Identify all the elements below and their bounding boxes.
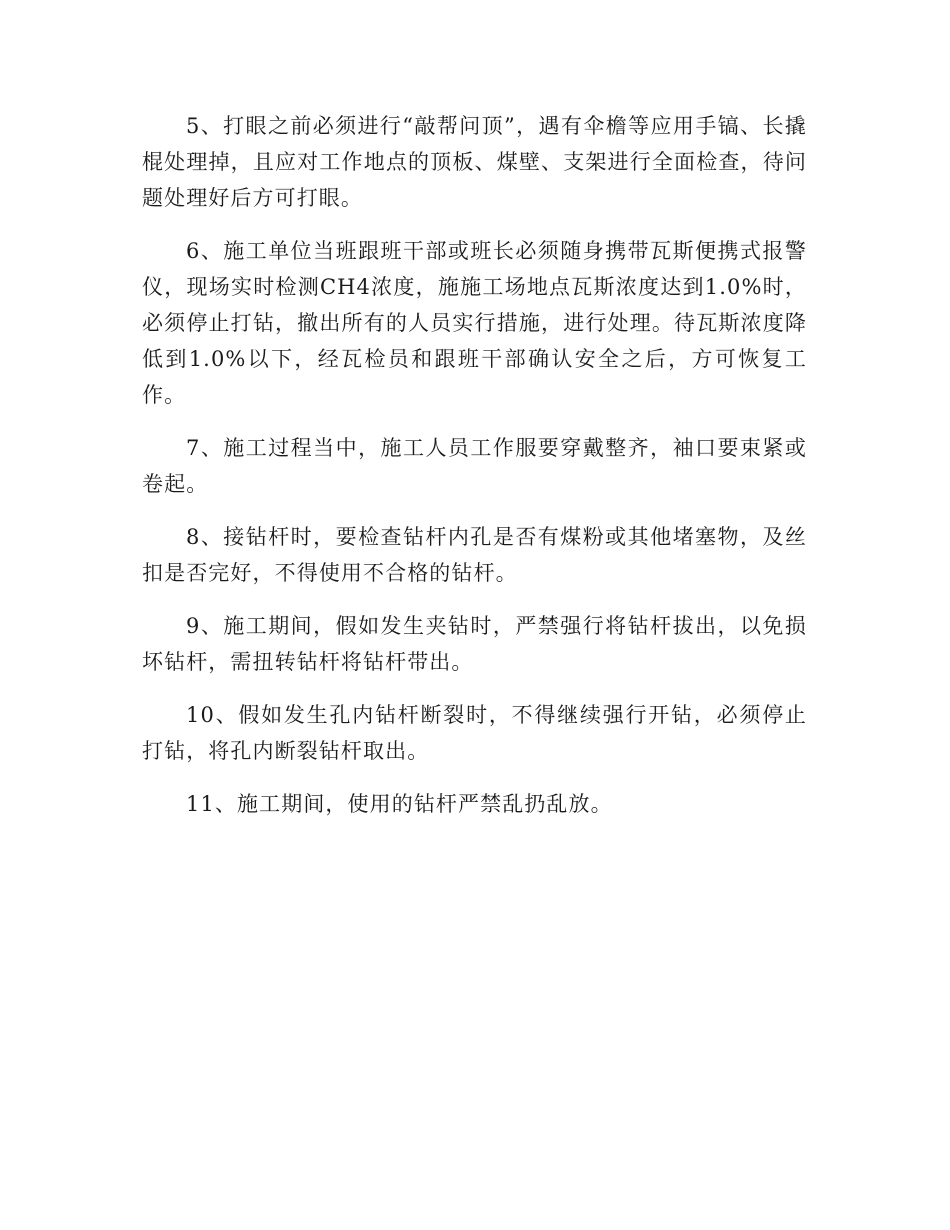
paragraph-item-9: 9、施工期间，假如发生夹钻时，严禁强行将钻杆拔出，以免损坏钻杆，需扭转钻杆将钻杆带出。 bbox=[142, 614, 807, 674]
paragraph-item-11: 11、施工期间，使用的钻杆严禁乱扔乱放。 bbox=[186, 792, 613, 816]
paragraph-item-7: 7、施工过程当中，施工人员工作服要穿戴整齐，袖口要束紧或卷起。 bbox=[142, 436, 807, 496]
paragraph-item-6: 6、施工单位当班跟班干部或班长必须随身携带瓦斯便携式报警仪，现场实时检测CH4浓度，施施工场地点瓦斯浓度达到1.0%时，必须停止打钻，撤出所有的人员实行措施，进行处理。待瓦斯浓度降低到1.0%以下，经瓦检员和跟班干部确认安全之后，方可恢复工作。 bbox=[142, 239, 807, 407]
document-body bbox=[142, 108, 807, 839]
paragraph-item-10: 10、假如发生孔内钻杆断裂时，不得继续强行开钻，必须停止打钻，将孔内断裂钻杆取出。 bbox=[142, 703, 807, 763]
paragraph-item-8: 8、接钻杆时，要检查钻杆内孔是否有煤粉或其他堵塞物，及丝扣是否完好，不得使用不合格的钻杆。 bbox=[142, 525, 807, 585]
paragraph-item-5: 5、打眼之前必须进行“敲帮问顶”，遇有伞檐等应用手镐、长撬棍处理掉，且应对工作地点的顶板、煤壁、支架进行全面检查，待问题处理好后方可打眼。 bbox=[142, 114, 807, 210]
